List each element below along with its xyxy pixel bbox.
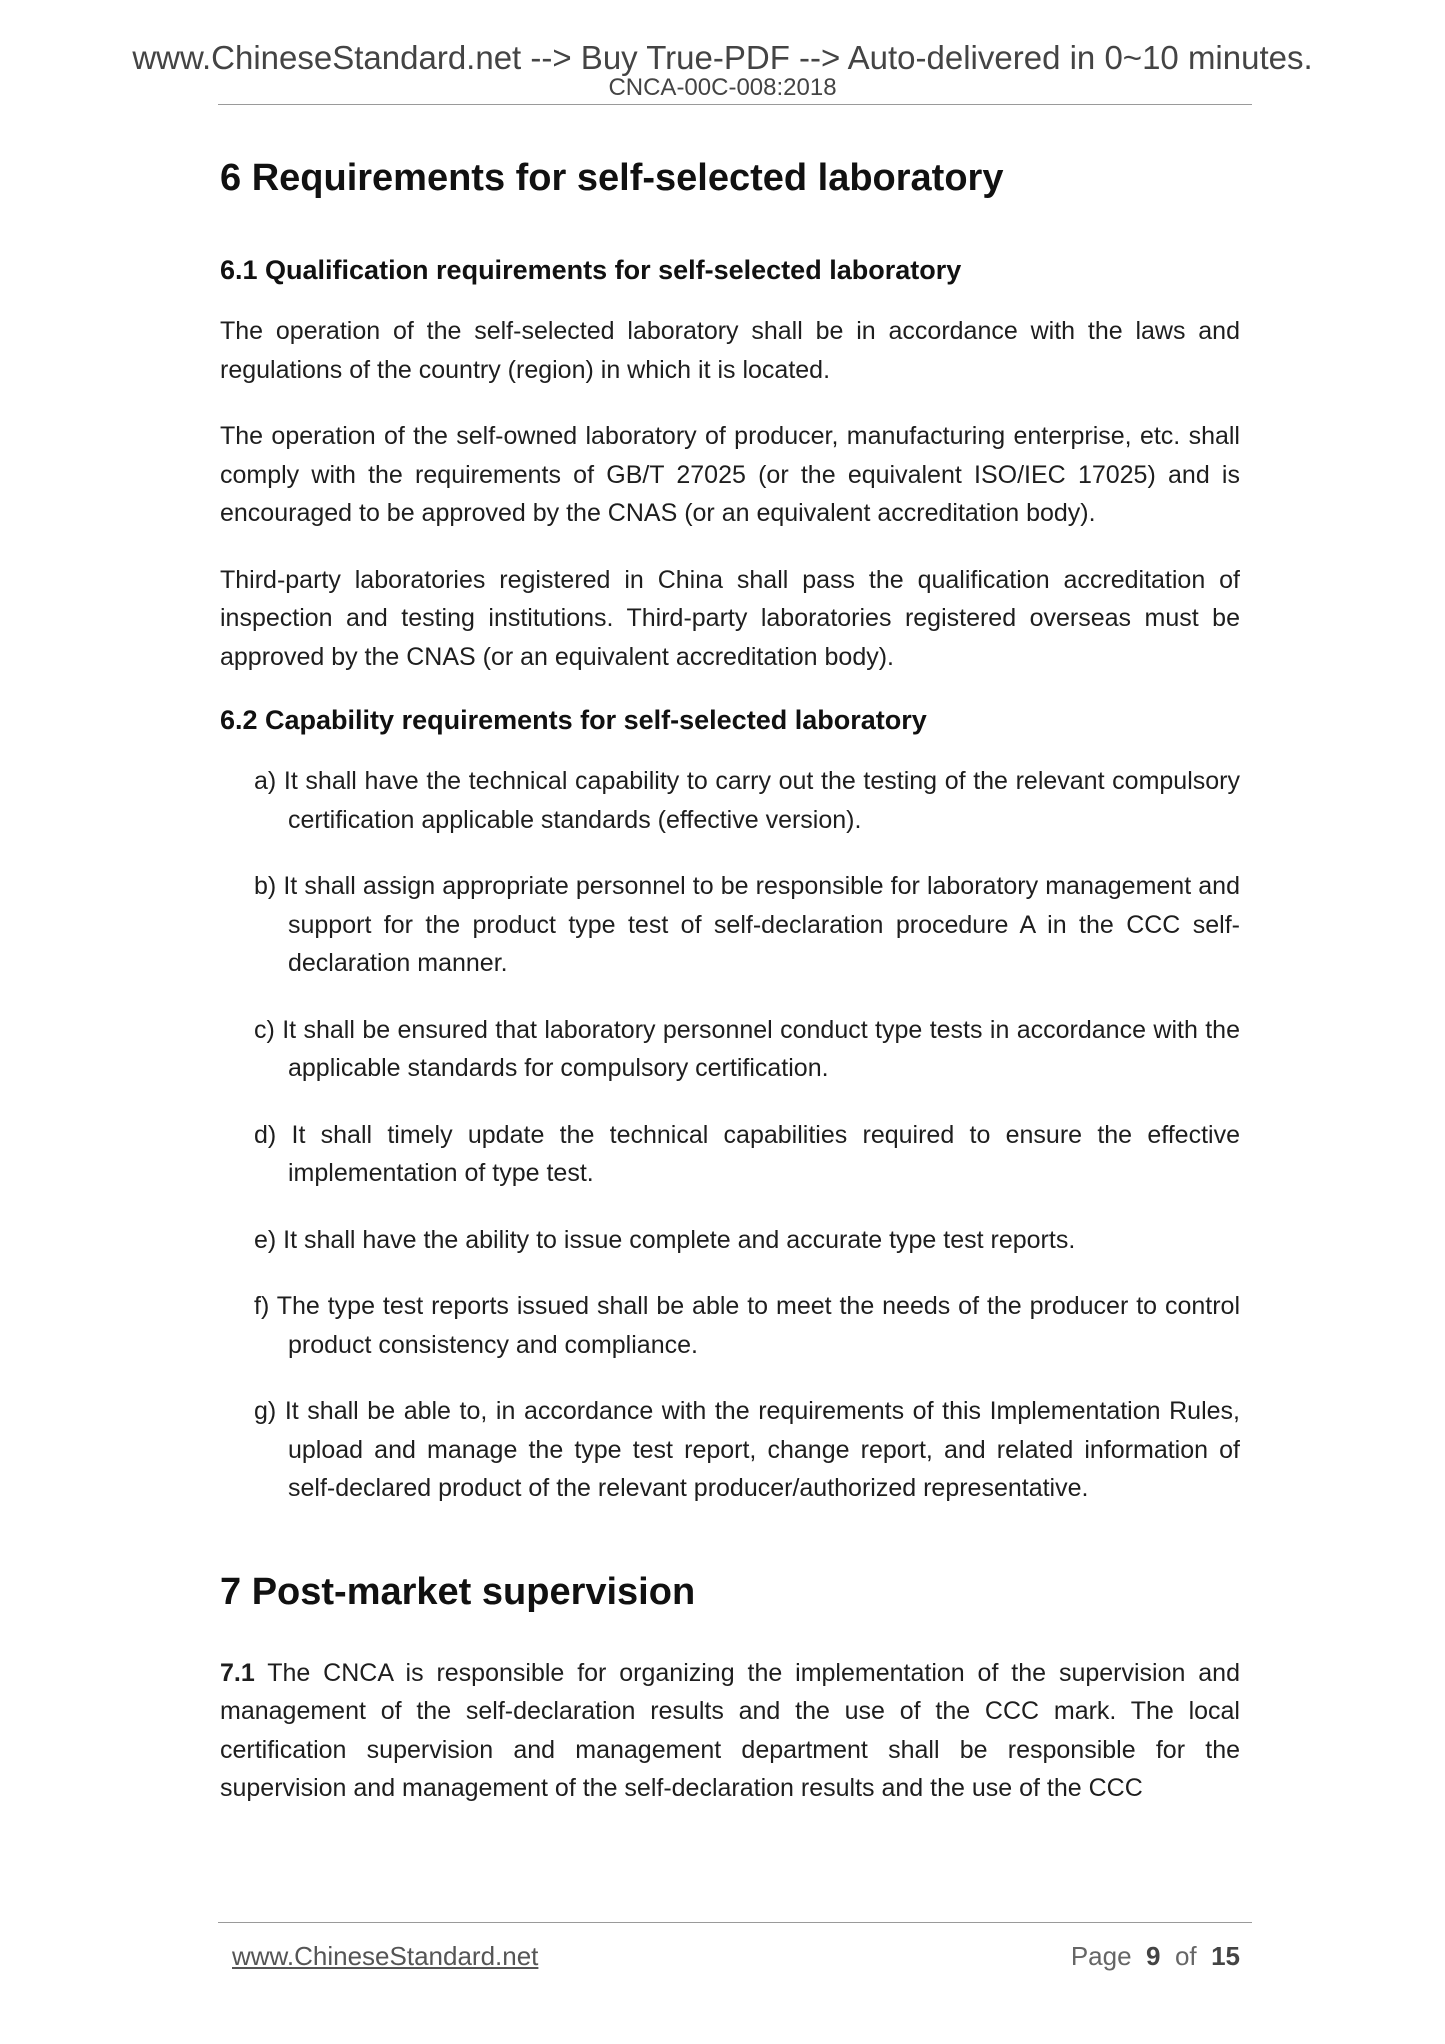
footer-site-link[interactable]: www.ChineseStandard.net bbox=[232, 1941, 539, 1971]
header-banner: www.ChineseStandard.net --> Buy True-PDF --> Auto-delivered in 0~10 minutes. bbox=[132, 39, 1313, 76]
page-label: Page bbox=[1070, 1941, 1132, 1971]
clause-text: The CNCA is responsible for organizing the implementation of the supervision and management of the self-declaration results and the use of the CCC mark. The local certification supervision and management department shall be responsible for the supervision and management of the self-declaration results and the use of the CCC bbox=[220, 1658, 1240, 1802]
page-content bbox=[220, 150, 1240, 1808]
list-item-b: b) It shall assign appropriate personnel to be responsible for laboratory management and support for the product type test of self-declaration procedure A in the CCC self-declaration manner. bbox=[254, 872, 1240, 977]
current-page: 9 bbox=[1146, 1941, 1161, 1971]
clause-number: 7.1 bbox=[220, 1658, 255, 1687]
paragraph-6-1-c: Third-party laboratories registered in China shall pass the qualification accreditation of inspection and testing institutions. Third-party laboratories registered overseas must be approved by the CNAS (or an equivalent accreditation body). bbox=[220, 565, 1240, 671]
page-number bbox=[1071, 1940, 1240, 1972]
list-item-d: d) It shall timely update the technical capabilities required to ensure the effective implementation of type test. bbox=[254, 1120, 1240, 1187]
section-6-2-title: 6.2 Capability requirements for self-selected laboratory bbox=[220, 705, 927, 735]
capability-list bbox=[220, 762, 1240, 1508]
list-item-c: c) It shall be ensured that laboratory personnel conduct type tests in accordance with the applicable standards for compulsory certification. bbox=[254, 1015, 1240, 1082]
section-7-title: 7 Post-market supervision bbox=[220, 1570, 696, 1613]
paragraph-6-1-a: The operation of the self-selected laboratory shall be in accordance with the laws and regulations of the country (region) in which it is located. bbox=[220, 317, 1240, 384]
paragraph-6-1-b: The operation of the self-owned laboratory of producer, manufacturing enterprise, etc. shall comply with the requirements of GB/T 27025 (or the equivalent ISO/IEC 17025) and is encouraged to be approved by the CNAS (or an equivalent accreditation body). bbox=[220, 422, 1240, 527]
paragraph-7-1 bbox=[220, 1654, 1240, 1808]
list-item-a: a) It shall have the technical capability to carry out the testing of the relevant compulsory certification applicable standards (effective version). bbox=[254, 767, 1240, 834]
footer-divider bbox=[218, 1922, 1252, 1923]
list-item-e: e) It shall have the ability to issue complete and accurate type test reports. bbox=[254, 1225, 1076, 1254]
header-divider bbox=[218, 104, 1252, 105]
section-6-1-title: 6.1 Qualification requirements for self-selected laboratory bbox=[220, 255, 962, 285]
total-pages: 15 bbox=[1211, 1941, 1240, 1971]
section-6-title: 6 Requirements for self-selected laboratory bbox=[220, 157, 1004, 199]
list-item-g: g) It shall be able to, in accordance with the requirements of this Implementation Rules, upload and manage the type test report, change report, and related information of self-declared product of the relevant producer/authorized representative. bbox=[254, 1397, 1240, 1502]
document-number: CNCA-00C-008:2018 bbox=[608, 74, 837, 101]
of-label: of bbox=[1174, 1941, 1197, 1971]
list-item-f: f) The type test reports issued shall be able to meet the needs of the producer to control product consistency and compliance. bbox=[254, 1292, 1240, 1359]
